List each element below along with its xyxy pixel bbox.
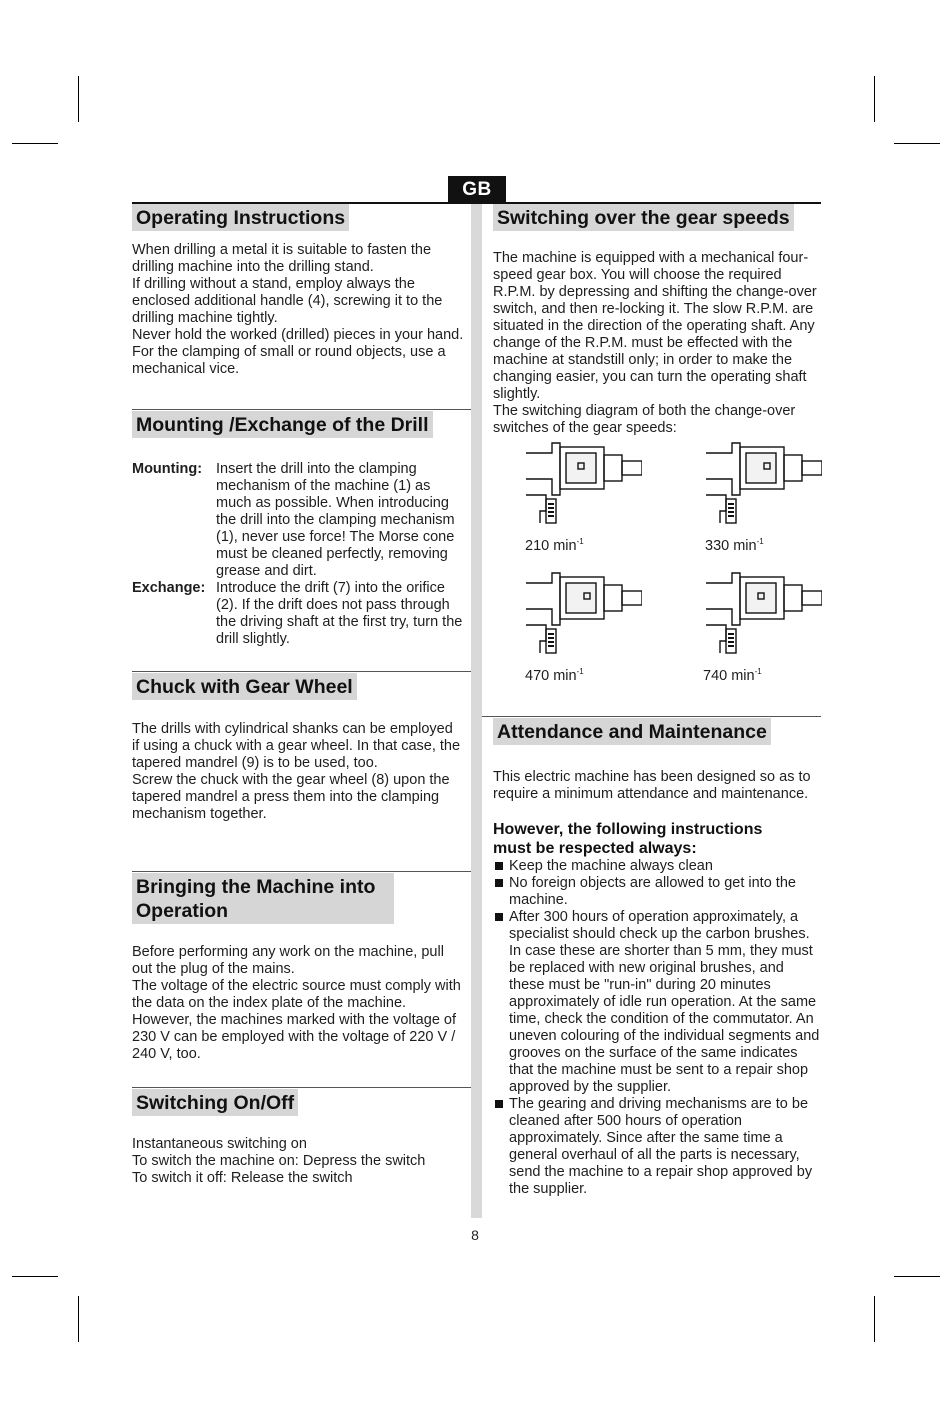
paragraph: Never hold the worked (drilled) pieces in your hand. For the clamping of small or round objects, use a mechanical vice. [132,327,464,377]
section-rule [132,1087,471,1088]
speed-value: 740 min [703,667,755,684]
heading-mounting-exchange: Mounting /Exchange of the Drill [132,411,433,438]
text-line: To switch the machine on: Depress the switch [132,1153,426,1169]
term-exchange: Exchange: [132,580,206,596]
crop-mark [874,76,875,122]
heading-switching-gear-speeds: Switching over the gear speeds [493,204,794,231]
list-item-text: Keep the machine always clean [509,858,713,874]
crop-mark [78,1296,79,1342]
description: Introduce the drift (7) into the orifice (2). If the drift does not pass through the driving shaft at the first try, turn the drill slightly. [216,580,463,647]
paragraph: If drilling without a stand, employ always the enclosed additional handle (4), screwing it to the drilling machine tightly. [132,276,443,326]
paragraph: The drills with cylindrical shanks can be employed if using a chuck with a gear wheel. In that case, the tapered mandrel (9) is to be used, too. [132,721,461,771]
gear-switch-diagram-1 [522,439,642,525]
heading-operating-instructions: Operating Instructions [132,204,349,231]
switching-text [132,1136,464,1187]
crop-mark [12,143,58,144]
description: Insert the drill into the clamping mechanism of the machine (1) as much as possible. When introducing the drill into the clamping mechanism (1), never use force! The Morse cone must be cleaned perfectly, removing grease and dirt. [216,461,455,579]
definition-row [132,580,466,648]
bullet-square-icon [495,862,503,870]
speed-value: 210 min [525,537,577,554]
paragraph: Screw the chuck with the gear wheel (8) upon the tapered mandrel a press them into the clamping mechanism together. [132,772,450,822]
gear-switch-diagram-3 [522,569,642,655]
text-line: To switch it off: Release the switch [132,1170,353,1186]
bringing-text [132,944,464,1063]
speed-value: 330 min [705,537,757,554]
section-rule [482,716,821,717]
speed-exponent: -1 [576,537,584,546]
heading-switching-on-off: Switching On/Off [132,1089,298,1116]
speed-label [703,667,762,684]
mounting-exchange-list [132,461,466,648]
speed-exponent: -1 [754,667,762,676]
page-number: 8 [471,1227,479,1243]
crop-mark [78,76,79,122]
list-item [493,909,823,1096]
speed-value: 470 min [525,667,577,684]
section-rule [132,409,471,410]
subheading-line: must be respected always: [493,840,697,857]
paragraph: Before performing any work on the machine, pull out the plug of the mains. [132,944,444,977]
definition-row [132,461,466,580]
maintenance-bullet-list [493,858,823,1198]
speed-label [705,537,764,554]
maintenance-intro: This electric machine has been designed so as to require a minimum attendance and maintenance. [493,769,811,802]
term-mounting: Mounting: [132,461,203,477]
heading-bringing-into-operation [132,873,394,924]
paragraph: The voltage of the electric source must comply with the data on the index plate of the machine. However, the machines marked with the voltage of 230 V can be employed with the voltage of 220 V / 240 V, too. [132,978,461,1062]
section-rule [132,871,471,872]
paragraph: The machine is equipped with a mechanical four-speed gear box. You will choose the required R.P.M. by depressing and shifting the change-over switch, and then re-locking it. The slow R.P.M. are situated in the direction of the operating shaft. Any change of the R.P.M. must be effected with the machine at standstill only; in order to make the changing easier, you can turn the operating shaft slightly. [493,250,817,402]
crop-mark [12,1276,58,1277]
crop-mark [894,143,940,144]
text-line: Instantaneous switching on [132,1136,307,1152]
heading-attendance-maintenance: Attendance and Maintenance [493,718,771,745]
heading-chuck-gear-wheel: Chuck with Gear Wheel [132,673,357,700]
crop-mark [874,1296,875,1342]
chuck-text [132,721,464,823]
paragraph: The switching diagram of both the change-over switches of the gear speeds: [493,403,796,436]
bullet-square-icon [495,913,503,921]
bullet-square-icon [495,1100,503,1108]
section-rule [132,671,471,672]
list-item-text: The gearing and driving mechanisms are to be cleaned after 500 hours of operation approximately. Since after the same time a general overhaul of all the parts is necessary, send the machine to a repair shop approved by the supplier. [509,1096,813,1197]
list-item-text: After 300 hours of operation approximately, a specialist should check up the carbon brushes. In case these are shorter than 5 mm, they must be replaced with new original brushes, and these must be "run-in" during 20 minutes approximately of idle run operation. At the same time, check the condition of the commutator. An uneven colouring of the individual segments and grooves on the surface of the same indicates that the machine must be sent to a repair shop approved by the supplier. [509,909,820,1095]
speed-label [525,667,584,684]
list-item [493,858,823,875]
heading-line: Bringing the Machine into [136,876,376,898]
gear-speeds-text [493,250,823,437]
speed-label [525,537,584,554]
speed-exponent: -1 [576,667,584,676]
operating-instructions-text [132,242,464,378]
list-item [493,1096,823,1198]
paragraph: When drilling a metal it is suitable to fasten the drilling machine into the drilling stand. [132,242,432,275]
crop-mark [894,1276,940,1277]
maintenance-subheading [493,820,762,858]
subheading-line: However, the following instructions [493,821,763,838]
gear-switch-diagram-2 [702,439,822,525]
language-badge: GB [448,176,506,202]
gear-switch-diagram-4 [702,569,822,655]
list-item [493,875,823,909]
speed-exponent: -1 [756,537,764,546]
bullet-square-icon [495,879,503,887]
heading-line: Operation [136,900,229,922]
column-divider [471,204,482,1218]
list-item-text: No foreign objects are allowed to get into the machine. [509,875,796,908]
